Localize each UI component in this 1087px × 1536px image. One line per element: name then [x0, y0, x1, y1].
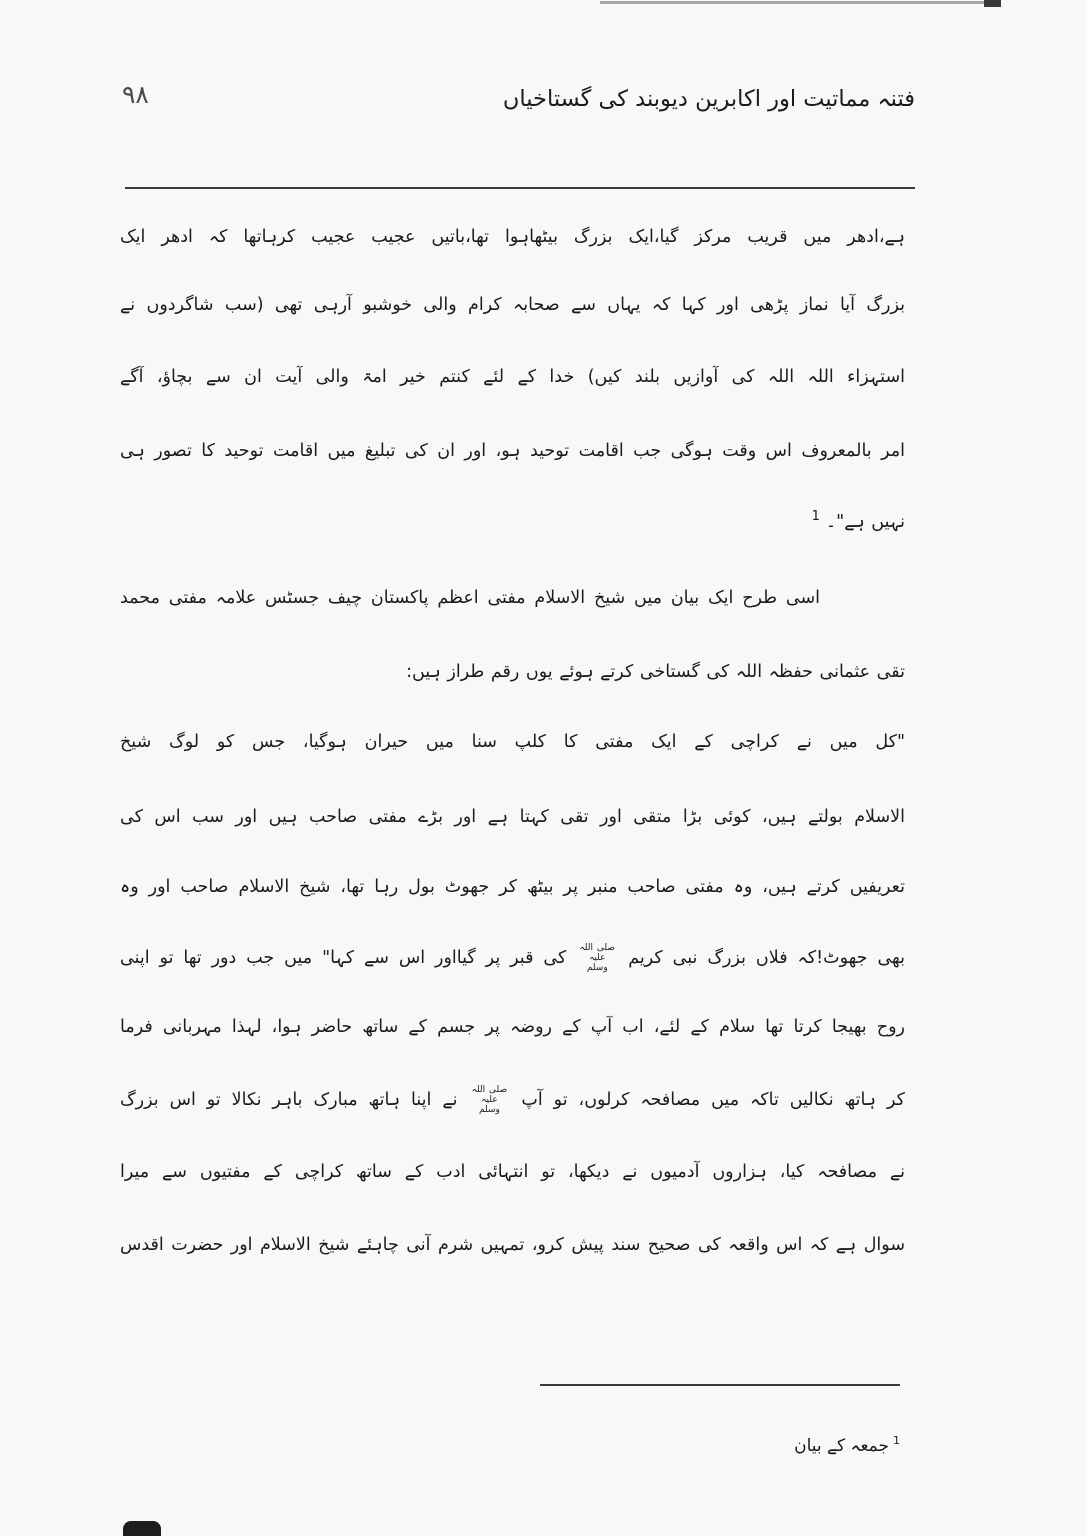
quote-line-7: نے مصافحہ کیا، ہزاروں آدمیوں نے دیکھا، تو انتہائی ادب کے ساتھ کراچی کے مفتیوں سے میرا — [120, 1162, 905, 1182]
footnote-text: جمعہ کے بیان — [794, 1436, 889, 1456]
scan-artifact — [123, 1521, 161, 1536]
quote-line-8: سوال ہے کہ اس واقعہ کی صحیح سند پیش کرو، تمہیں شرم آنی چاہئے شیخ الاسلام اور حضرت اقدس — [120, 1235, 905, 1255]
footnote-marker: 1 — [893, 1434, 900, 1448]
quote-line-4 — [120, 936, 905, 980]
page-number: ۹۸ — [122, 80, 149, 109]
body-line-5 — [120, 500, 905, 544]
quote-line-6-before: کر ہاتھ نکالیں تاکہ میں مصافحہ کرلوں، تو آپ — [521, 1090, 905, 1110]
header-rule — [125, 187, 915, 189]
quote-line-2: الاسلام بولتے ہیں، کوئی بڑا متقی اور تقی کہتا ہے اور بڑے مفتی صاحب ہیں اور سب اس کی — [120, 807, 905, 827]
salawat-glyph: صلی اللہ علیہ وسلم — [579, 943, 615, 973]
body-line-2: بزرگ آیا نماز پڑھی اور کہا کہ یہاں سے صحابہ کرام والی خوشبو آرہی تھی (سب شاگردوں نے — [120, 295, 905, 315]
quote-line-4-before: بھی جھوٹ!کہ فلاں بزرگ نبی کریم — [628, 948, 905, 968]
quote-line-5: روح بھیجا کرتا تھا سلام کے لئے، اب آپ کے روضہ پر جسم کے ساتھ حاضر ہوا، لہذا مہربانی فرما — [120, 1017, 905, 1037]
quote-line-1: "کل میں نے کراچی کے ایک مفتی کا کلپ سنا میں حیران ہوگیا، جس کو لوگ شیخ — [120, 732, 905, 752]
quote-line-6 — [120, 1078, 905, 1122]
footnote-rule — [540, 1384, 900, 1386]
footnote — [794, 1428, 900, 1464]
quote-line-6-after: نے اپنا ہاتھ مبارک باہر نکالا تو اس بزرگ — [120, 1090, 458, 1110]
body-line-3: استہزاء اللہ اللہ کی آوازیں بلند کیں) خدا کے لئے کنتم خیر امۃ والی آیت ان سے بچاؤ، آگے — [120, 367, 905, 387]
quote-line-4-after: کی قبر پر گیااور اس سے کہا" میں جب دور تھا تو اپنی — [120, 948, 567, 968]
salawat-glyph: صلی اللہ علیہ وسلم — [471, 1085, 508, 1115]
quote-line-3: تعریفیں کرتے ہیں، وہ مفتی صاحب منبر پر بیٹھ کر جھوٹ بول رہا تھا، شیخ الاسلام صاحب اور وہ — [120, 877, 905, 897]
scan-edge-top — [600, 1, 1000, 4]
body-line-5-text: نہیں ہے"۔ — [825, 512, 905, 532]
running-header-title: فتنہ مماتیت اور اکابرین دیوبند کی گستاخیاں — [502, 86, 915, 112]
body-line-6: اسی طرح ایک بیان میں شیخ الاسلام مفتی اعظم پاکستان چیف جسٹس علامہ مفتی محمد — [120, 588, 820, 608]
scan-edge-mark — [984, 0, 1001, 7]
body-line-1: ہے،ادھر میں قریب مرکز گیا،ایک بزرگ بیٹھاہوا تھا،باتیں عجیب عجیب کرہاتھا کہ ادھر ایک — [120, 227, 905, 247]
body-line-7: تقی عثمانی حفظہ اللہ کی گستاخی کرتے ہوئے یوں رقم طراز ہیں: — [406, 662, 905, 682]
footnote-reference: 1 — [811, 509, 820, 525]
body-line-4: امر بالمعروف اس وقت ہوگی جب اقامت توحید ہو، اور ان کی تبلیغ میں اقامت توحید کا تصور ہی — [120, 441, 905, 461]
